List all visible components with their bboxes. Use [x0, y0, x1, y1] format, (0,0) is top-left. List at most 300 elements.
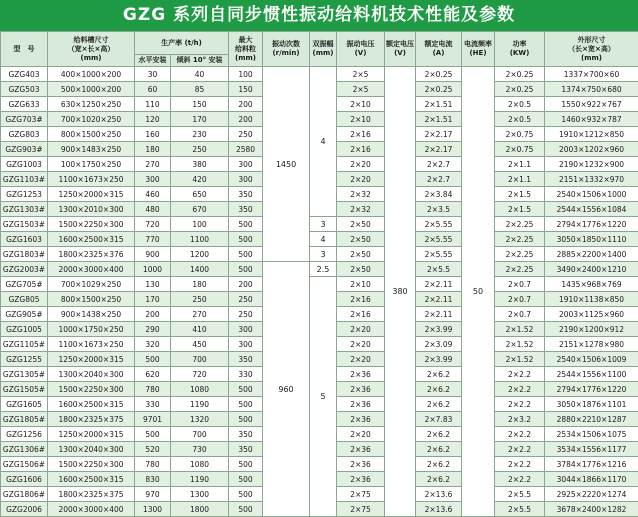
- cell-power: 2×2.2: [495, 397, 545, 412]
- cell-rated-current: 2×13.6: [416, 487, 462, 502]
- cell-trough: 900×1438×250: [48, 307, 135, 322]
- cell-rated-current: 2×2.11: [416, 307, 462, 322]
- cell-cap-tilt: 40: [171, 67, 229, 82]
- cell-trough: 1250×2000×315: [48, 427, 135, 442]
- cell-max-size: 330: [229, 367, 263, 382]
- cell-cap-horizontal: 900: [135, 247, 171, 262]
- cell-power: 2×2.2: [495, 442, 545, 457]
- cell-power: 2×2.25: [495, 232, 545, 247]
- cell-outline: 1910×1138×850: [545, 292, 638, 307]
- cell-power: 2×5.5: [495, 487, 545, 502]
- header-rated-voltage: 额定电压 (V): [385, 32, 416, 67]
- cell-trough: 1800×2325×376: [48, 247, 135, 262]
- cell-cap-tilt: 450: [171, 337, 229, 352]
- cell-power: 2×2.25: [495, 262, 545, 277]
- cell-outline: 3784×1776×1216: [545, 457, 638, 472]
- cell-trough: 1100×1673×250: [48, 337, 135, 352]
- cell-max-size: 500: [229, 382, 263, 397]
- cell-rated-current: 2×3.09: [416, 337, 462, 352]
- cell-cap-tilt: 670: [171, 202, 229, 217]
- cell-rated-current: 2×6.2: [416, 367, 462, 382]
- cell-outline: 2151×1278×980: [545, 337, 638, 352]
- table-row: [1, 217, 638, 232]
- header-vib-count: 振动次数 (r/min): [263, 32, 310, 67]
- cell-cap-tilt: 180: [171, 277, 229, 292]
- cell-trough: 2000×3000×400: [48, 262, 135, 277]
- cell-cap-tilt: 250: [171, 142, 229, 157]
- cell-rated-current: 2×2.7: [416, 172, 462, 187]
- cell-trough: 700×1029×250: [48, 277, 135, 292]
- cell-trough: 100×1750×250: [48, 157, 135, 172]
- cell-rated-current: 2×6.2: [416, 457, 462, 472]
- header-capacity: 生产率 (t/h): [135, 32, 229, 55]
- cell-power: 2×2.2: [495, 427, 545, 442]
- cell-model: GZG1605: [1, 397, 48, 412]
- cell-rated-current: 2×6.2: [416, 427, 462, 442]
- cell-trough: 800×1500×250: [48, 127, 135, 142]
- header-max-size: 最大 给料粒 (mm): [229, 32, 263, 67]
- cell-max-size: 500: [229, 487, 263, 502]
- cell-power: 2×0.7: [495, 307, 545, 322]
- cell-rated-current: 2×2.7: [416, 157, 462, 172]
- cell-rated-current: 2×6.2: [416, 442, 462, 457]
- cell-outline: 2151×1332×970: [545, 172, 638, 187]
- cell-rated-current: 2×3.84: [416, 187, 462, 202]
- cell-cap-horizontal: 130: [135, 277, 171, 292]
- cell-model: GZG1603: [1, 232, 48, 247]
- header-model: 型 号: [1, 32, 48, 67]
- cell-vib-voltage: 2×36: [337, 442, 385, 457]
- cell-rated-current: 2×6.2: [416, 397, 462, 412]
- cell-power: 2×0.7: [495, 277, 545, 292]
- cell-trough: 1100×1673×250: [48, 172, 135, 187]
- cell-cap-horizontal: 970: [135, 487, 171, 502]
- cell-outline: 2885×2200×1400: [545, 247, 638, 262]
- cell-model: GZG1503#: [1, 217, 48, 232]
- cell-trough: 1000×1750×250: [48, 322, 135, 337]
- cell-cap-horizontal: 330: [135, 397, 171, 412]
- cell-trough: 1300×2010×300: [48, 202, 135, 217]
- cell-vib-voltage: 2×10: [337, 97, 385, 112]
- cell-outline: 1910×1212×850: [545, 127, 638, 142]
- cell-outline: 3678×2400×1282: [545, 502, 638, 517]
- cell-outline: 3050×1850×1110: [545, 232, 638, 247]
- cell-cap-horizontal: 780: [135, 382, 171, 397]
- cell-cap-horizontal: 120: [135, 112, 171, 127]
- cell-cap-horizontal: 60: [135, 82, 171, 97]
- cell-cap-horizontal: 200: [135, 307, 171, 322]
- cell-trough: 1500×2250×300: [48, 382, 135, 397]
- cell-power: 2×1.1: [495, 172, 545, 187]
- cell-rated-current: 2×1.51: [416, 112, 462, 127]
- cell-power: 2×1.5: [495, 202, 545, 217]
- cell-rated-current: 2×0.25: [416, 67, 462, 82]
- cell-max-size: 500: [229, 247, 263, 262]
- cell-outline: 1435×968×769: [545, 277, 638, 292]
- cell-rated-current: 2×2.17: [416, 127, 462, 142]
- cell-outline: 1460×932×787: [545, 112, 638, 127]
- cell-outline: 2540×1506×1009: [545, 352, 638, 367]
- cell-outline: 3490×2400×1210: [545, 262, 638, 277]
- cell-outline: 2880×2210×1287: [545, 412, 638, 427]
- cell-model: GZG2006: [1, 502, 48, 517]
- cell-max-size: 350: [229, 187, 263, 202]
- cell-rated-current: 2×3.99: [416, 352, 462, 367]
- cell-trough: 1600×2500×315: [48, 232, 135, 247]
- table-row: [1, 232, 638, 247]
- cell-vib-voltage: 2×16: [337, 292, 385, 307]
- cell-cap-tilt: 1080: [171, 382, 229, 397]
- cell-cap-tilt: 700: [171, 352, 229, 367]
- cell-power: 2×2.25: [495, 247, 545, 262]
- cell-outline: 2544×1556×1100: [545, 367, 638, 382]
- cell-trough: 1250×2000×315: [48, 187, 135, 202]
- cell-trough: 700×1020×250: [48, 112, 135, 127]
- cell-model: GZG1103#: [1, 172, 48, 187]
- cell-vib-voltage: 2×36: [337, 472, 385, 487]
- cell-vib-voltage: 2×36: [337, 382, 385, 397]
- cell-power: 2×1.52: [495, 322, 545, 337]
- cell-cap-horizontal: 300: [135, 172, 171, 187]
- cell-model: GZG1806#: [1, 487, 48, 502]
- cell-amplitude: 3: [310, 247, 337, 262]
- cell-rated-current: 2×2.17: [416, 142, 462, 157]
- cell-vib-voltage: 2×36: [337, 412, 385, 427]
- cell-model: GZG705#: [1, 277, 48, 292]
- cell-outline: 2190×1232×900: [545, 157, 638, 172]
- cell-cap-horizontal: 500: [135, 352, 171, 367]
- cell-cap-horizontal: 480: [135, 202, 171, 217]
- cell-rated-current: 2×5.55: [416, 247, 462, 262]
- cell-trough: 1800×2325×375: [48, 487, 135, 502]
- cell-rated-current: 2×7.83: [416, 412, 462, 427]
- table-row: [1, 262, 638, 277]
- cell-cap-horizontal: 520: [135, 442, 171, 457]
- cell-vib-voltage: 2×20: [337, 322, 385, 337]
- cell-max-size: 350: [229, 202, 263, 217]
- cell-cap-horizontal: 500: [135, 427, 171, 442]
- cell-cap-tilt: 700: [171, 427, 229, 442]
- cell-max-size: 500: [229, 412, 263, 427]
- spec-table: [0, 31, 638, 517]
- cell-amplitude: 2.5: [310, 262, 337, 277]
- cell-max-size: 2580: [229, 142, 263, 157]
- cell-cap-tilt: 730: [171, 442, 229, 457]
- cell-cap-horizontal: 780: [135, 457, 171, 472]
- cell-vib-voltage: 2×16: [337, 142, 385, 157]
- cell-max-size: 200: [229, 277, 263, 292]
- cell-vib-voltage: 2×75: [337, 502, 385, 517]
- cell-trough: 1800×2325×375: [48, 412, 135, 427]
- cell-model: GZG803: [1, 127, 48, 142]
- cell-model: GZG1303#: [1, 202, 48, 217]
- cell-power: 2×2.2: [495, 382, 545, 397]
- cell-model: GZG703#: [1, 112, 48, 127]
- cell-cap-tilt: 100: [171, 217, 229, 232]
- cell-max-size: 500: [229, 502, 263, 517]
- cell-outline: 2190×1200×912: [545, 322, 638, 337]
- cell-cap-tilt: 170: [171, 112, 229, 127]
- cell-trough: 630×1250×250: [48, 97, 135, 112]
- cell-max-size: 500: [229, 472, 263, 487]
- cell-cap-tilt: 230: [171, 127, 229, 142]
- cell-cap-tilt: 150: [171, 97, 229, 112]
- cell-power: 2×0.5: [495, 97, 545, 112]
- cell-vib-voltage: 2×20: [337, 352, 385, 367]
- header-trough: 给料槽尺寸 （宽×长×高） (mm): [48, 32, 135, 67]
- cell-max-size: 200: [229, 97, 263, 112]
- cell-vib-voltage: 2×10: [337, 277, 385, 292]
- cell-outline: 2534×1506×1075: [545, 427, 638, 442]
- cell-cap-tilt: 650: [171, 187, 229, 202]
- cell-cap-horizontal: 290: [135, 322, 171, 337]
- cell-vib-voltage: 2×5: [337, 82, 385, 97]
- cell-rated-current: 2×6.2: [416, 382, 462, 397]
- table-row: [1, 277, 638, 292]
- cell-vib-voltage: 2×5: [337, 67, 385, 82]
- cell-cap-horizontal: 110: [135, 97, 171, 112]
- cell-max-size: 200: [229, 112, 263, 127]
- cell-max-size: 300: [229, 157, 263, 172]
- cell-vib-voltage: 2×20: [337, 157, 385, 172]
- cell-vib-voltage: 2×36: [337, 397, 385, 412]
- cell-max-size: 250: [229, 127, 263, 142]
- cell-rated-current: 2×3.5: [416, 202, 462, 217]
- cell-model: GZG1805#: [1, 412, 48, 427]
- cell-model: GZG1606: [1, 472, 48, 487]
- cell-rated-current: 2×6.2: [416, 472, 462, 487]
- cell-vib-count: 1450: [263, 67, 310, 262]
- cell-max-size: 500: [229, 232, 263, 247]
- cell-rated-current: 2×13.6: [416, 502, 462, 517]
- cell-cap-horizontal: 160: [135, 127, 171, 142]
- cell-vib-voltage: 2×50: [337, 217, 385, 232]
- header-rated-current: 额定电流 (A): [416, 32, 462, 67]
- cell-cap-horizontal: 1000: [135, 262, 171, 277]
- cell-amplitude: 5: [310, 277, 337, 517]
- cell-vib-count: 960: [263, 262, 310, 517]
- cell-vib-voltage: 2×20: [337, 337, 385, 352]
- cell-vib-voltage: 2×20: [337, 172, 385, 187]
- cell-cap-tilt: 1080: [171, 457, 229, 472]
- cell-outline: 2003×1202×960: [545, 142, 638, 157]
- cell-cap-tilt: 250: [171, 292, 229, 307]
- cell-cap-tilt: 85: [171, 82, 229, 97]
- cell-power: 2×0.25: [495, 67, 545, 82]
- cell-vib-voltage: 2×36: [337, 367, 385, 382]
- cell-rated-current: 2×2.11: [416, 277, 462, 292]
- cell-power: 2×0.75: [495, 127, 545, 142]
- cell-trough: 1300×2040×300: [48, 442, 135, 457]
- cell-outline: 2540×1506×1000: [545, 187, 638, 202]
- cell-max-size: 350: [229, 352, 263, 367]
- cell-cap-horizontal: 320: [135, 337, 171, 352]
- cell-rated-current: 2×2.11: [416, 292, 462, 307]
- cell-cap-horizontal: 620: [135, 367, 171, 382]
- cell-cap-horizontal: 9701: [135, 412, 171, 427]
- cell-rated-voltage: 380: [385, 67, 416, 517]
- cell-model: GZG1803#: [1, 247, 48, 262]
- cell-vib-voltage: 2×50: [337, 232, 385, 247]
- cell-trough: 1600×2500×315: [48, 397, 135, 412]
- cell-max-size: 150: [229, 82, 263, 97]
- cell-trough: 1300×2040×300: [48, 367, 135, 382]
- cell-max-size: 250: [229, 292, 263, 307]
- cell-rated-current: 2×3.99: [416, 322, 462, 337]
- cell-vib-voltage: 2×16: [337, 307, 385, 322]
- cell-max-size: 500: [229, 262, 263, 277]
- cell-cap-horizontal: 170: [135, 292, 171, 307]
- cell-trough: 500×1000×200: [48, 82, 135, 97]
- cell-amplitude: 4: [310, 67, 337, 217]
- cell-model: GZG1003: [1, 157, 48, 172]
- cell-trough: 1600×2500×315: [48, 472, 135, 487]
- cell-model: GZG1005: [1, 322, 48, 337]
- header-power: 功率 (KW): [495, 32, 545, 67]
- cell-rated-current: 2×1.51: [416, 97, 462, 112]
- cell-cap-horizontal: 1300: [135, 502, 171, 517]
- cell-power: 2×3.2: [495, 412, 545, 427]
- cell-max-size: 250: [229, 307, 263, 322]
- header-amplitude: 双振幅 (mm): [310, 32, 337, 67]
- cell-vib-voltage: 2×50: [337, 262, 385, 277]
- cell-outline: 2794×1776×1220: [545, 217, 638, 232]
- cell-power: 2×1.52: [495, 337, 545, 352]
- cell-rated-current: 2×5.55: [416, 232, 462, 247]
- cell-cap-horizontal: 770: [135, 232, 171, 247]
- cell-cap-horizontal: 270: [135, 157, 171, 172]
- cell-cap-tilt: 1100: [171, 232, 229, 247]
- cell-cap-tilt: 1300: [171, 487, 229, 502]
- cell-model: GZG1253: [1, 187, 48, 202]
- cell-model: GZG805: [1, 292, 48, 307]
- header-frequency: 电流频率 (HE): [462, 32, 495, 67]
- cell-cap-tilt: 1320: [171, 412, 229, 427]
- cell-model: GZG1305#: [1, 367, 48, 382]
- cell-amplitude: 3: [310, 217, 337, 232]
- cell-trough: 800×1500×250: [48, 292, 135, 307]
- header-outline: 外形尺寸 （长×宽×高） (mm): [545, 32, 638, 67]
- cell-model: GZG403: [1, 67, 48, 82]
- cell-trough: 900×1483×250: [48, 142, 135, 157]
- cell-max-size: 350: [229, 442, 263, 457]
- cell-model: GZG1306#: [1, 442, 48, 457]
- cell-vib-voltage: 2×10: [337, 112, 385, 127]
- cell-cap-tilt: 270: [171, 307, 229, 322]
- cell-max-size: 300: [229, 172, 263, 187]
- cell-vib-voltage: 2×32: [337, 187, 385, 202]
- cell-outline: 1374×750×680: [545, 82, 638, 97]
- cell-max-size: 300: [229, 337, 263, 352]
- header-vib-voltage: 振动电压 (V): [337, 32, 385, 67]
- cell-vib-voltage: 2×20: [337, 427, 385, 442]
- cell-trough: 1500×2250×300: [48, 217, 135, 232]
- cell-cap-horizontal: 460: [135, 187, 171, 202]
- cell-trough: 400×1000×200: [48, 67, 135, 82]
- cell-cap-tilt: 1190: [171, 472, 229, 487]
- cell-model: GZG1105#: [1, 337, 48, 352]
- cell-vib-voltage: 2×50: [337, 247, 385, 262]
- table-title: GZG 系列自同步惯性振动给料机技术性能及参数: [0, 0, 638, 31]
- cell-cap-horizontal: 720: [135, 217, 171, 232]
- table-row: [1, 247, 638, 262]
- cell-cap-tilt: 1200: [171, 247, 229, 262]
- table-row: [1, 67, 638, 82]
- cell-cap-tilt: 380: [171, 157, 229, 172]
- cell-cap-tilt: 1190: [171, 397, 229, 412]
- cell-outline: 2544×1556×1084: [545, 202, 638, 217]
- cell-cap-tilt: 720: [171, 367, 229, 382]
- cell-model: GZG1255: [1, 352, 48, 367]
- cell-power: 2×5.5: [495, 502, 545, 517]
- cell-power: 2×1.1: [495, 157, 545, 172]
- cell-outline: 3534×1556×1177: [545, 442, 638, 457]
- header-cap-horizontal: 水平安装: [135, 55, 171, 67]
- cell-power: 2×1.52: [495, 352, 545, 367]
- cell-power: 2×2.2: [495, 367, 545, 382]
- cell-cap-tilt: 1400: [171, 262, 229, 277]
- cell-outline: 1337×700×60: [545, 67, 638, 82]
- cell-frequency: 50: [462, 67, 495, 517]
- cell-model: GZG1256: [1, 427, 48, 442]
- cell-power: 2×2.2: [495, 472, 545, 487]
- cell-model: GZG1506#: [1, 457, 48, 472]
- cell-outline: 3050×1876×1101: [545, 397, 638, 412]
- cell-rated-current: 2×5.55: [416, 217, 462, 232]
- cell-power: 2×2.2: [495, 457, 545, 472]
- cell-outline: 2003×1125×960: [545, 307, 638, 322]
- cell-power: 2×0.25: [495, 82, 545, 97]
- cell-max-size: 500: [229, 217, 263, 232]
- cell-vib-voltage: 2×16: [337, 127, 385, 142]
- cell-power: 2×0.5: [495, 112, 545, 127]
- cell-cap-horizontal: 30: [135, 67, 171, 82]
- header-cap-tilt: 倾斜 10° 安装: [171, 55, 229, 67]
- cell-outline: 2925×2220×1274: [545, 487, 638, 502]
- cell-vib-voltage: 2×36: [337, 457, 385, 472]
- cell-max-size: 500: [229, 397, 263, 412]
- cell-trough: 1500×2250×300: [48, 457, 135, 472]
- cell-cap-horizontal: 830: [135, 472, 171, 487]
- cell-model: GZG2003#: [1, 262, 48, 277]
- cell-max-size: 100: [229, 67, 263, 82]
- cell-model: GZG633: [1, 97, 48, 112]
- cell-model: GZG1505#: [1, 382, 48, 397]
- cell-rated-current: 2×5.5: [416, 262, 462, 277]
- cell-cap-tilt: 420: [171, 172, 229, 187]
- cell-outline: 3044×1866×1170: [545, 472, 638, 487]
- cell-cap-horizontal: 180: [135, 142, 171, 157]
- cell-power: 2×1.5: [495, 187, 545, 202]
- cell-max-size: 300: [229, 322, 263, 337]
- cell-power: 2×0.75: [495, 142, 545, 157]
- cell-model: GZG905#: [1, 307, 48, 322]
- cell-amplitude: 4: [310, 232, 337, 247]
- cell-cap-tilt: 1800: [171, 502, 229, 517]
- cell-trough: 2000×3000×400: [48, 502, 135, 517]
- cell-outline: 1550×922×767: [545, 97, 638, 112]
- cell-cap-tilt: 410: [171, 322, 229, 337]
- cell-max-size: 350: [229, 427, 263, 442]
- cell-trough: 1250×2000×315: [48, 352, 135, 367]
- cell-model: GZG503: [1, 82, 48, 97]
- cell-vib-voltage: 2×32: [337, 202, 385, 217]
- cell-power: 2×0.7: [495, 292, 545, 307]
- cell-model: GZG903#: [1, 142, 48, 157]
- cell-vib-voltage: 2×75: [337, 487, 385, 502]
- cell-power: 2×2.25: [495, 217, 545, 232]
- cell-rated-current: 2×0.25: [416, 82, 462, 97]
